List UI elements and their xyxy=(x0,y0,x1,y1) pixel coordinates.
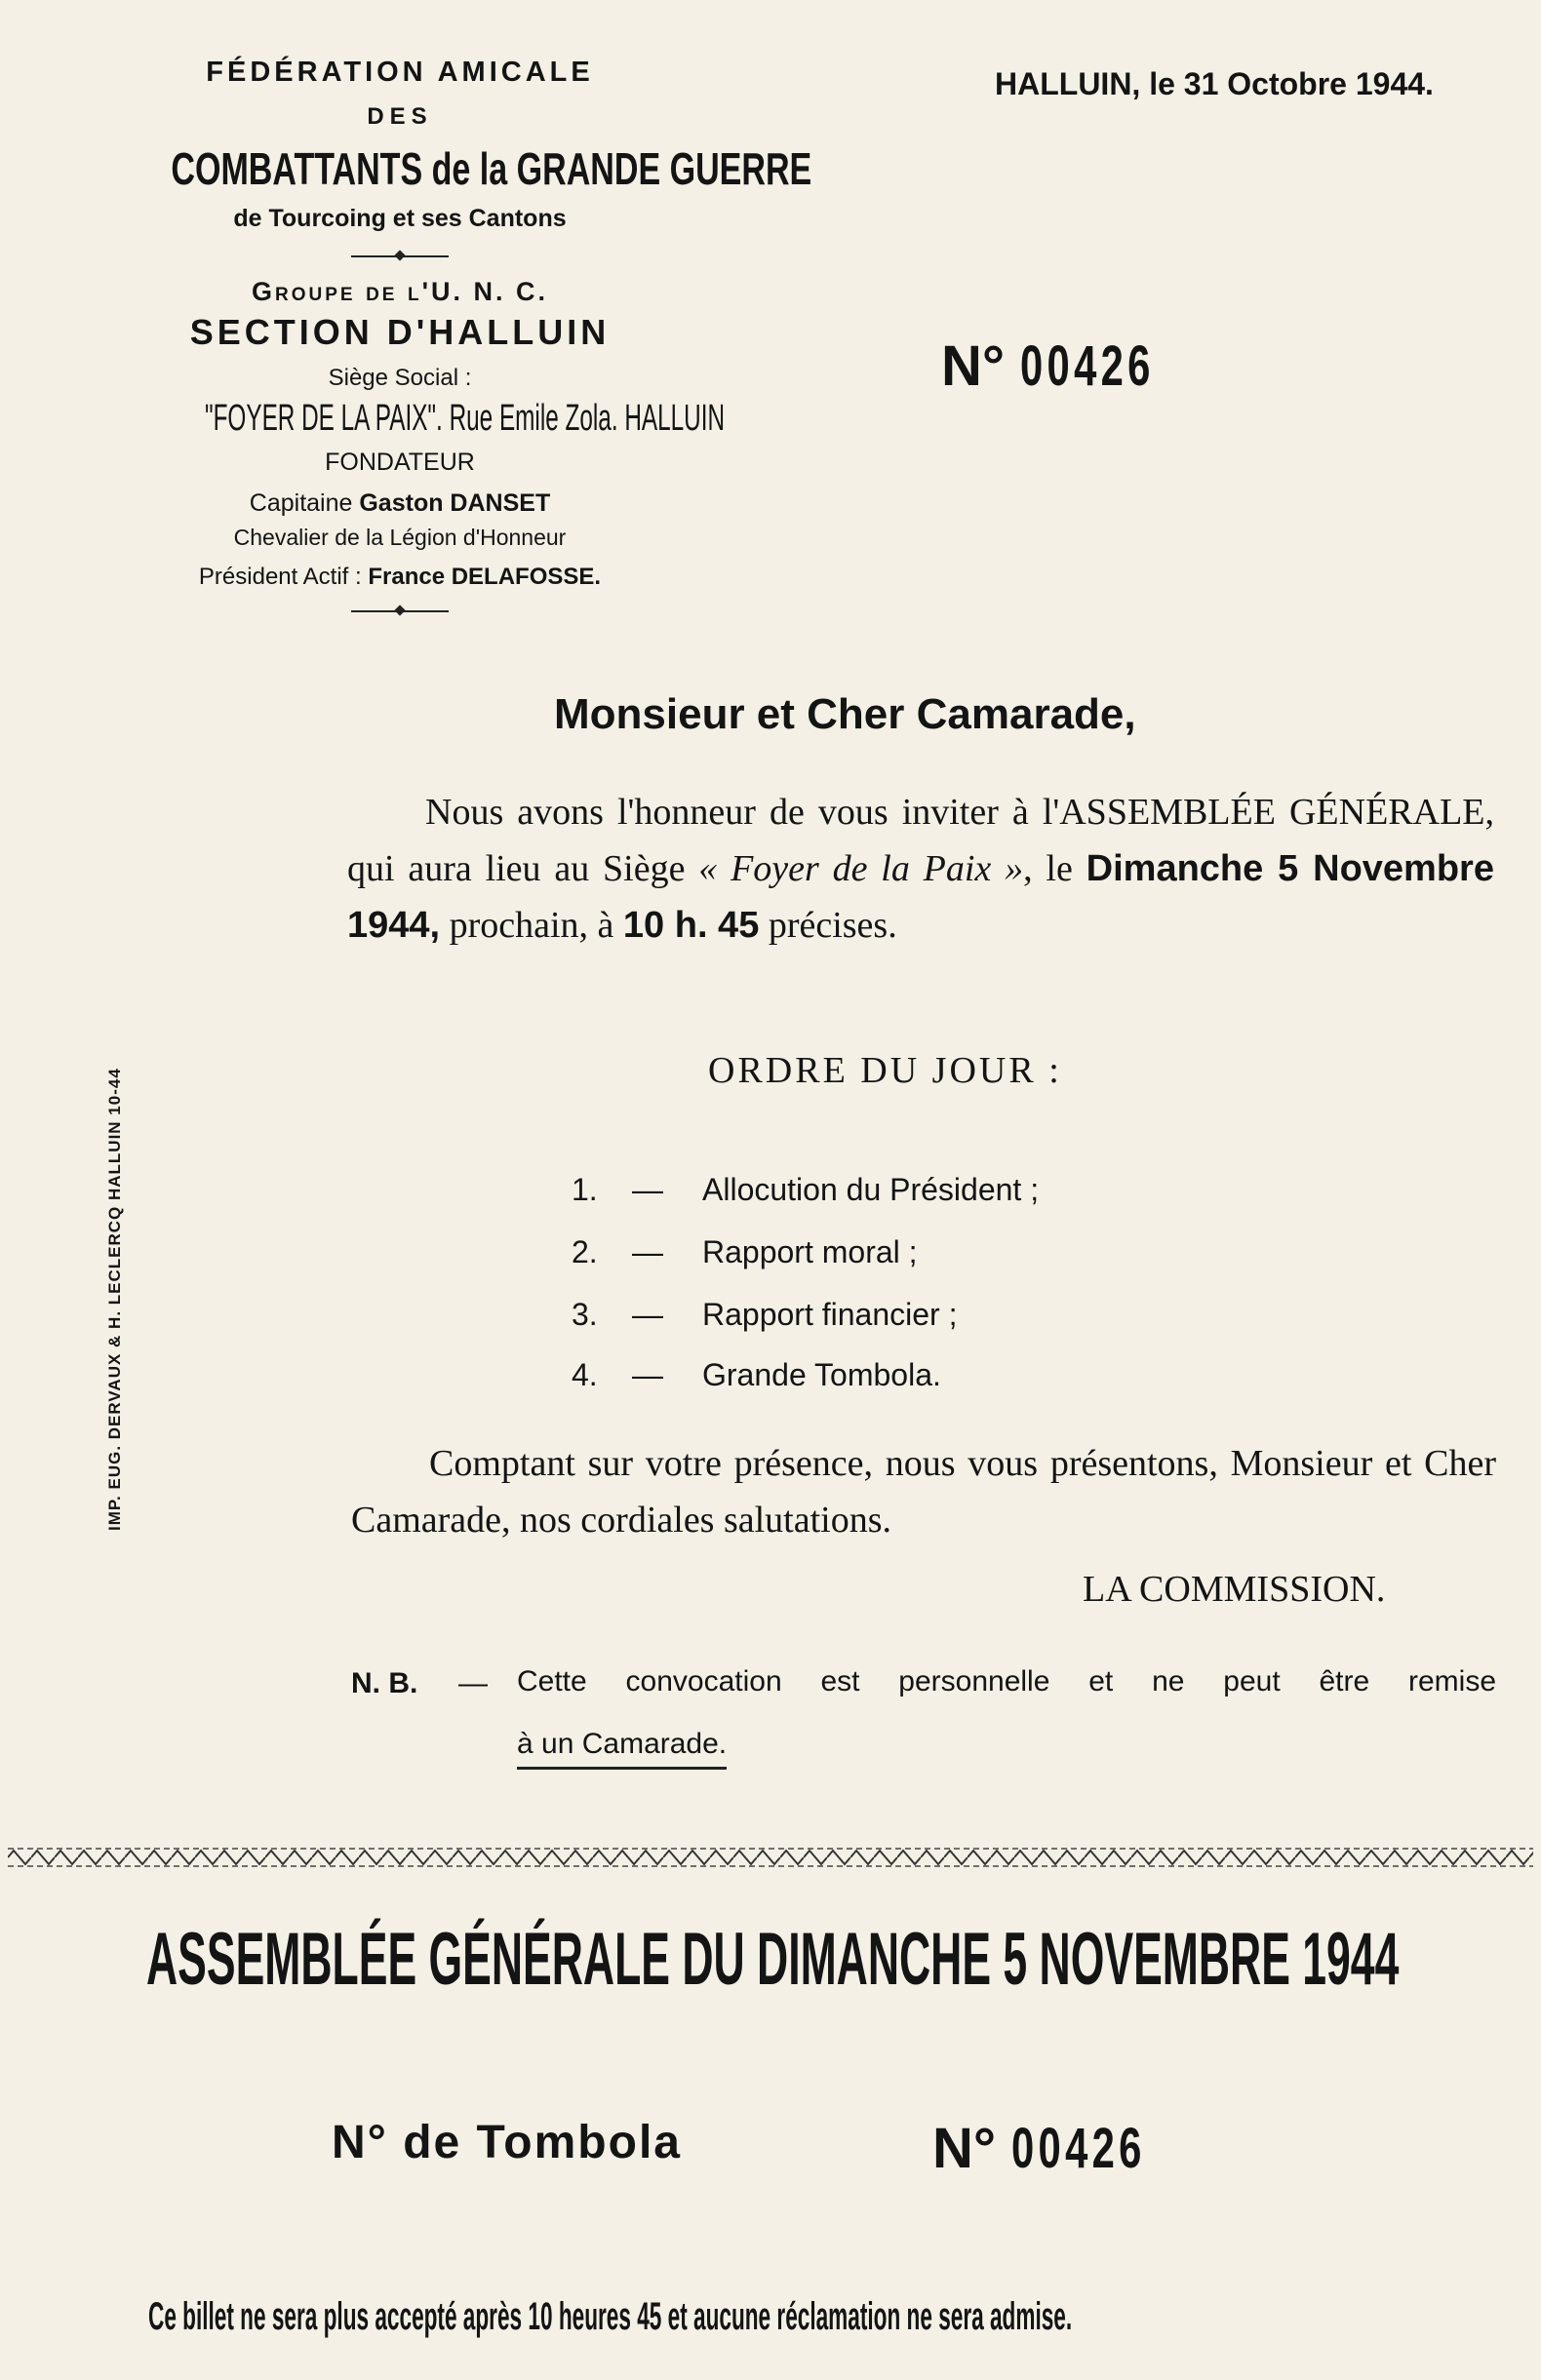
agenda-title: ORDRE DU JOUR : xyxy=(708,1050,1062,1091)
legion-honneur-line: Chevalier de la Légion d'Honneur xyxy=(233,525,567,550)
tombola-serial-value: 00426 xyxy=(1011,2117,1146,2180)
divider-ornament xyxy=(351,255,449,257)
agenda-item: 4. — Grande Tombola. xyxy=(572,1357,941,1392)
tombola-serial-prefix: N° xyxy=(932,2117,997,2180)
agenda-item: 1. — Allocution du Président ; xyxy=(572,1172,1040,1207)
serial-value: 00426 xyxy=(1020,334,1155,398)
federation-des: DES xyxy=(367,103,433,130)
siege-social-label: Siège Social : xyxy=(328,365,472,391)
tombola-serial-number xyxy=(932,2116,1199,2181)
serial-prefix: N° xyxy=(941,334,1006,398)
closing-paragraph: Comptant sur votre présence, nous vous présentons, Monsieur et Cher Camarade, nos cordiales salutations. xyxy=(351,1443,1496,1541)
agenda-item: 2. — Rapport moral ; xyxy=(572,1234,918,1269)
founder-line: Capitaine Gaston DANSET xyxy=(249,489,551,517)
tombola-label: N° de Tombola xyxy=(332,2117,682,2168)
fondateur-label: FONDATEUR xyxy=(325,449,475,476)
stub-title: ASSEMBLÉE GÉNÉRALE DU DIMANCHE 5 NOVEMBRE 1944 xyxy=(146,1918,1400,2001)
federation-title: FÉDÉRATION AMICALE xyxy=(206,57,594,88)
combattants-title: COMBATTANTS de la GRANDE GUERRE xyxy=(171,143,812,194)
address-line: "FOYER DE LA PAIX". Rue Emile Zola. HALLUIN xyxy=(204,398,726,439)
invitation-paragraph: Nous avons l'honneur de vous inviter à l'ASSEMBLÉE GÉNÉRALE, qui aura lieu au Siège « Foyer de la Paix », le Dimanche 5 Novembre 1944, prochain, à 10 h. 45 précises. xyxy=(347,792,1494,946)
nb-dash: — xyxy=(458,1667,488,1699)
nb-label: N. B. xyxy=(351,1667,418,1699)
printer-imprint: IMP. EUG. DERVAUX & H. LECLERCQ HALLUIN 10-44 xyxy=(105,1068,124,1531)
nb-line-1: Cette convocation est personnelle et ne peut être remise xyxy=(517,1665,1496,1697)
nb-line-2: à un Camarade. xyxy=(517,1728,727,1770)
stub-footer: Ce billet ne sera plus accepté après 10 heures 45 et aucune réclamation ne sera admise. xyxy=(148,2295,1073,2338)
president-line: Président Actif : France DELAFOSSE. xyxy=(198,564,602,590)
salutation: Monsieur et Cher Camarade, xyxy=(554,690,1136,738)
divider-ornament-bottom xyxy=(351,610,449,612)
section-title: SECTION D'HALLUIN xyxy=(189,312,611,352)
serial-number xyxy=(941,333,1207,399)
cantons-line: de Tourcoing et ses Cantons xyxy=(233,205,567,232)
place-date: HALLUIN, le 31 Octobre 1944. xyxy=(995,66,1434,101)
perforation-line xyxy=(8,1841,1533,1874)
signature: LA COMMISSION. xyxy=(1083,1569,1386,1610)
groupe-unc: Groupe de l'U. N. C. xyxy=(252,277,548,306)
agenda-item: 3. — Rapport financier ; xyxy=(572,1297,958,1332)
